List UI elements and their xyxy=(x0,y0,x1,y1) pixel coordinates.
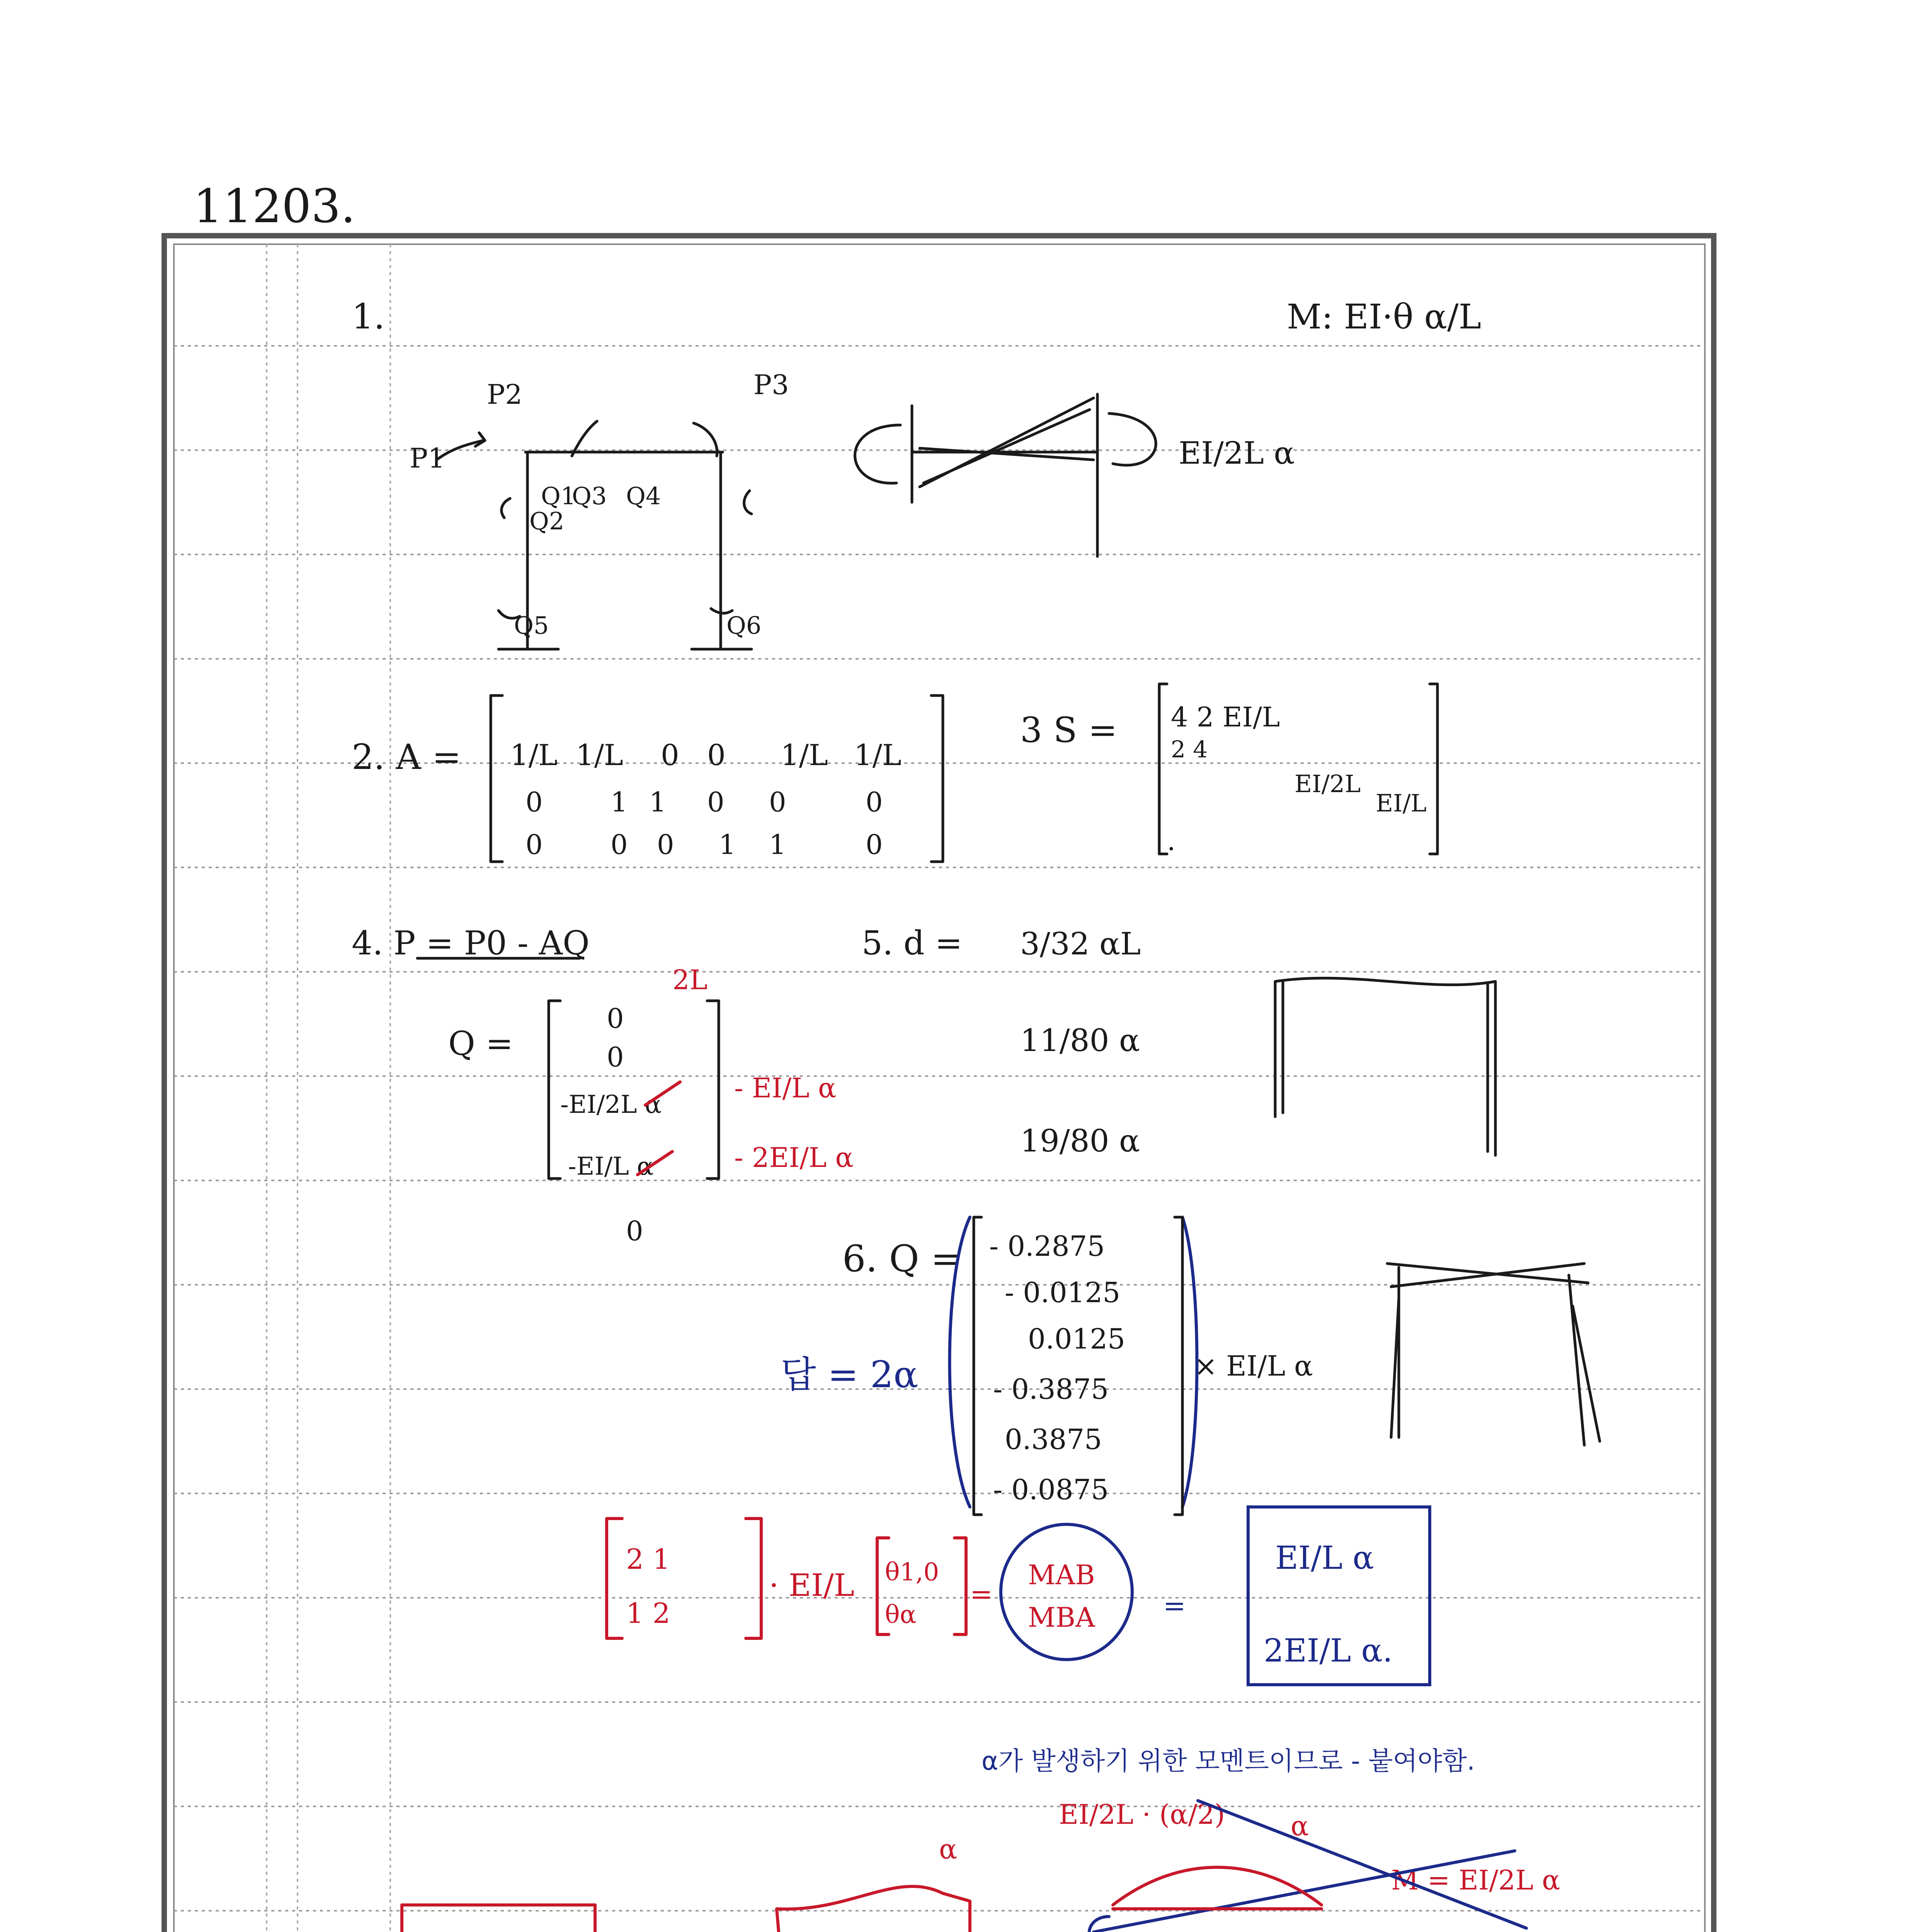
p7-matrix-row-1: 2 1 xyxy=(626,1543,670,1575)
p6-q-1: - 0.2875 xyxy=(989,1230,1105,1262)
problem-6-answer-prefix: 답 = 2α xyxy=(781,1354,919,1396)
problem-4-lead: 4. P = P0 - AQ xyxy=(352,924,590,963)
problem-1-moment-formula: M: EI·θ α/L xyxy=(1287,297,1482,337)
problem-3-lead: 3 S = xyxy=(1020,710,1118,750)
sheet-number: 11203. xyxy=(193,180,356,233)
p6-q-2: - 0.0125 xyxy=(1005,1276,1121,1309)
load-label-p3: P3 xyxy=(754,369,789,401)
dof-label-q2: Q2 xyxy=(529,507,565,535)
load-label-p2: P2 xyxy=(487,379,522,410)
a-r3-c1: 0 xyxy=(526,829,543,861)
a-r3-c4: 1 xyxy=(719,829,736,861)
p7-theta-2: θα xyxy=(885,1600,917,1629)
p8-note: α가 발생하기 위한 모멘트이므로 - 붙여야함. xyxy=(981,1746,1475,1776)
p6-q-5: 0.3875 xyxy=(1005,1423,1102,1456)
s-dot: . xyxy=(1167,825,1176,857)
s-diag-1b: 2 4 xyxy=(1171,736,1208,763)
problem-5 xyxy=(862,924,1495,1159)
p7-matrix-row-2: 1 2 xyxy=(626,1597,670,1629)
a-r3-c6: 0 xyxy=(866,829,883,861)
p7-mult: · EI/L xyxy=(769,1567,854,1603)
p4-q-1: 0 xyxy=(607,1003,624,1034)
p7-result-2: 2EI/L α. xyxy=(1264,1633,1393,1669)
deflected-frame-sketch-5 xyxy=(1275,978,1495,1155)
a-r2-c6: 0 xyxy=(866,786,883,818)
p7-result-1: EI/L α xyxy=(1275,1540,1374,1577)
problem-6 xyxy=(781,1217,1600,1515)
p7-equals-1: = xyxy=(970,1578,993,1610)
a-r2-c1: 0 xyxy=(526,786,543,818)
dof-label-q4: Q4 xyxy=(626,482,661,510)
a-r1-c5: 1/L xyxy=(781,738,828,772)
p5-d-2: 11/80 α xyxy=(1020,1022,1140,1058)
load-label-p1: P1 xyxy=(410,442,445,474)
problem-5-lead: 5. d = xyxy=(862,924,963,963)
p6-q-3: 0.0125 xyxy=(1028,1323,1125,1355)
s-diag-3: EI/L xyxy=(1376,789,1427,817)
problem-4 xyxy=(352,924,854,1247)
a-r1-c6: 1/L xyxy=(854,738,902,772)
s-diag-2: EI/2L xyxy=(1294,770,1361,798)
problem-2-lead: 2. A = xyxy=(352,737,461,777)
a-r1-c1: 1/L xyxy=(510,738,558,772)
p5-d-1: 3/32 αL xyxy=(1020,926,1141,962)
p4-red-correction-2: - 2EI/L α xyxy=(734,1142,854,1173)
a-r3-c3: 0 xyxy=(657,829,674,861)
portal-frame-diagram xyxy=(410,369,789,649)
p7-equals-2: = xyxy=(1163,1590,1186,1622)
problem-4-q-label: Q = xyxy=(448,1025,513,1063)
ruled-lines xyxy=(174,346,1705,1932)
dof-label-q5: Q5 xyxy=(514,611,549,639)
a-r2-c4: 0 xyxy=(707,786,725,818)
dof-label-q6: Q6 xyxy=(726,611,762,639)
sheet-outer-border xyxy=(164,236,1714,1932)
p8-red-alpha-2: α xyxy=(939,1833,958,1865)
a-r1-c2: 1/L xyxy=(576,738,623,772)
p5-d-3: 19/80 α xyxy=(1020,1123,1140,1159)
p6-factor: × EI/L α xyxy=(1194,1350,1313,1382)
problem-8 xyxy=(402,1746,1560,1932)
p7-moment-2: MBA xyxy=(1028,1602,1095,1633)
p8-red-formula-left: EI/2L · (α/2) xyxy=(1059,1799,1225,1830)
a-r2-c5: 0 xyxy=(769,786,786,818)
p4-q-3: -EI/2L α xyxy=(560,1090,662,1119)
a-r1-c3: 0 xyxy=(661,738,679,772)
p8-red-formula-right: M = EI/2L α xyxy=(1391,1864,1560,1896)
p4-q-5: 0 xyxy=(626,1215,643,1247)
a-r3-c2: 0 xyxy=(611,829,628,861)
a-r2-c3: 1 xyxy=(649,786,667,818)
dof-label-q3: Q3 xyxy=(572,482,607,510)
p6-q-6: - 0.0875 xyxy=(993,1473,1109,1506)
p7-theta-1: θ1,0 xyxy=(885,1558,939,1587)
problem-6-lead: 6. Q = xyxy=(842,1238,962,1280)
p4-red-correction-1: - EI/L α xyxy=(734,1072,837,1104)
sheet-inner-border xyxy=(174,244,1705,1932)
problem-3-matrix-s xyxy=(1020,684,1437,857)
a-r1-c4: 0 xyxy=(707,738,726,772)
margin-lines xyxy=(267,244,390,1932)
p4-red-top: 2L xyxy=(672,964,708,996)
p8-red-alpha-1: α xyxy=(1291,1810,1309,1842)
p7-moment-1: MAB xyxy=(1028,1559,1095,1591)
problem-1-number: 1. xyxy=(352,296,385,337)
p4-q-2: 0 xyxy=(607,1041,624,1073)
beam-rotation-sketch xyxy=(855,394,1295,556)
p7-moment-circle xyxy=(1001,1524,1132,1660)
problem-2-matrix-a xyxy=(352,696,943,862)
end-rotation-label: EI/2L α xyxy=(1179,435,1295,471)
p4-q-4: -EI/L α xyxy=(568,1152,654,1181)
p6-q-4: - 0.3875 xyxy=(993,1373,1109,1405)
dof-label-q1: Q1 xyxy=(541,482,576,510)
red-frame-sketches xyxy=(402,1886,970,1932)
deflected-frame-sketch-6 xyxy=(1387,1264,1600,1445)
problem-7 xyxy=(607,1507,1430,1685)
s-diag-1: 4 2 EI/L xyxy=(1171,701,1280,733)
a-r2-c2: 1 xyxy=(611,786,628,818)
a-r3-c5: 1 xyxy=(769,829,786,861)
